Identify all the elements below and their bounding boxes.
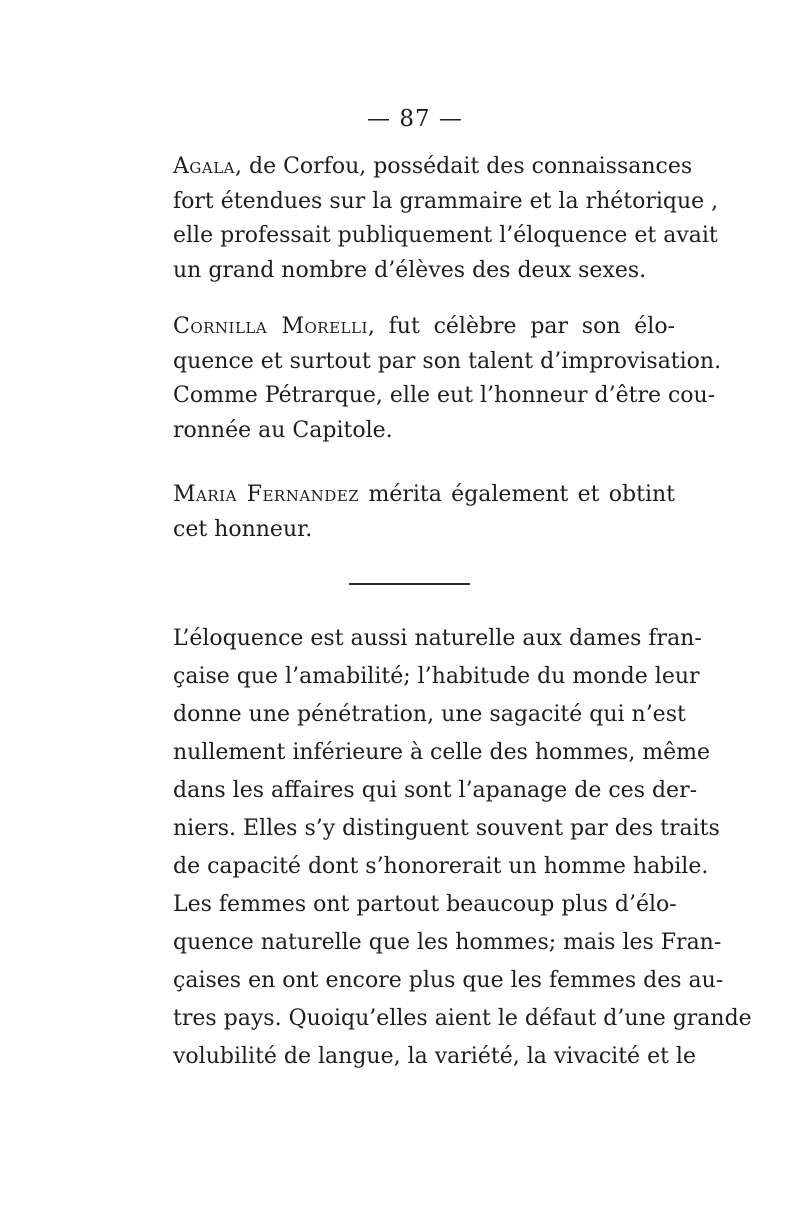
entry-agala: [173, 150, 719, 288]
page-number: — 87 —: [367, 106, 463, 132]
text-line: quence et surtout par son talent d’improvisation.: [173, 348, 722, 374]
text-line: donne une pénétration, une sagacité qui n’est: [173, 702, 686, 727]
text-line: volubilité de langue, la variété, la vivacité et le: [173, 1044, 696, 1069]
text-line: niers. Elles s’y distinguent souvent par des traits: [173, 816, 720, 841]
text-line: fort étendues sur la grammaire et la rhétorique ,: [173, 188, 719, 214]
text-segment: , de Corfou, possédait des connaissances: [235, 154, 693, 179]
entry-name: Cornilla Morelli: [173, 314, 368, 339]
entry-name: Agala: [173, 154, 235, 179]
text-line: Comme Pétrarque, elle eut l’honneur d’être cou-: [173, 383, 716, 408]
text-line: nullement inférieure à celle des hommes, même: [173, 740, 711, 765]
text-line: un grand nombre d’élèves des deux sexes.: [173, 257, 647, 283]
text-segment: , fut célèbre par son élo-: [367, 314, 676, 339]
text-line: quence naturelle que les hommes; mais les Fran-: [173, 930, 722, 955]
text-line: çaise que l’amabilité; l’habitude du monde leur: [173, 664, 700, 689]
text-line: [173, 310, 675, 345]
section-separator: [349, 583, 470, 585]
entry-maria-fernandez: [173, 478, 675, 547]
text-line: [173, 478, 675, 513]
text-line: çaises en ont encore plus que les femmes des au-: [173, 968, 724, 993]
entry-cornilla-morelli: [173, 310, 722, 448]
body-paragraph: [173, 620, 752, 1076]
text-line: de capacité dont s’honorerait un homme habile.: [173, 854, 709, 879]
text-line: ronnée au Capitole.: [173, 417, 393, 443]
text-line: cet honneur.: [173, 516, 313, 542]
text-line: tres pays. Quoiqu’elles aient le défaut d’une grande: [173, 1006, 752, 1031]
text-line: elle professait publiquement l’éloquence et avait: [173, 223, 718, 248]
text-line: [173, 150, 693, 185]
text-line: L’éloquence est aussi naturelle aux dames fran-: [173, 626, 702, 651]
text-line: Les femmes ont partout beaucoup plus d’élo-: [173, 892, 677, 917]
text-segment: mérita également et obtint: [359, 482, 675, 507]
text-line: dans les affaires qui sont l’apanage de ces der-: [173, 778, 698, 803]
entry-name: Maria Fernandez: [173, 482, 360, 507]
